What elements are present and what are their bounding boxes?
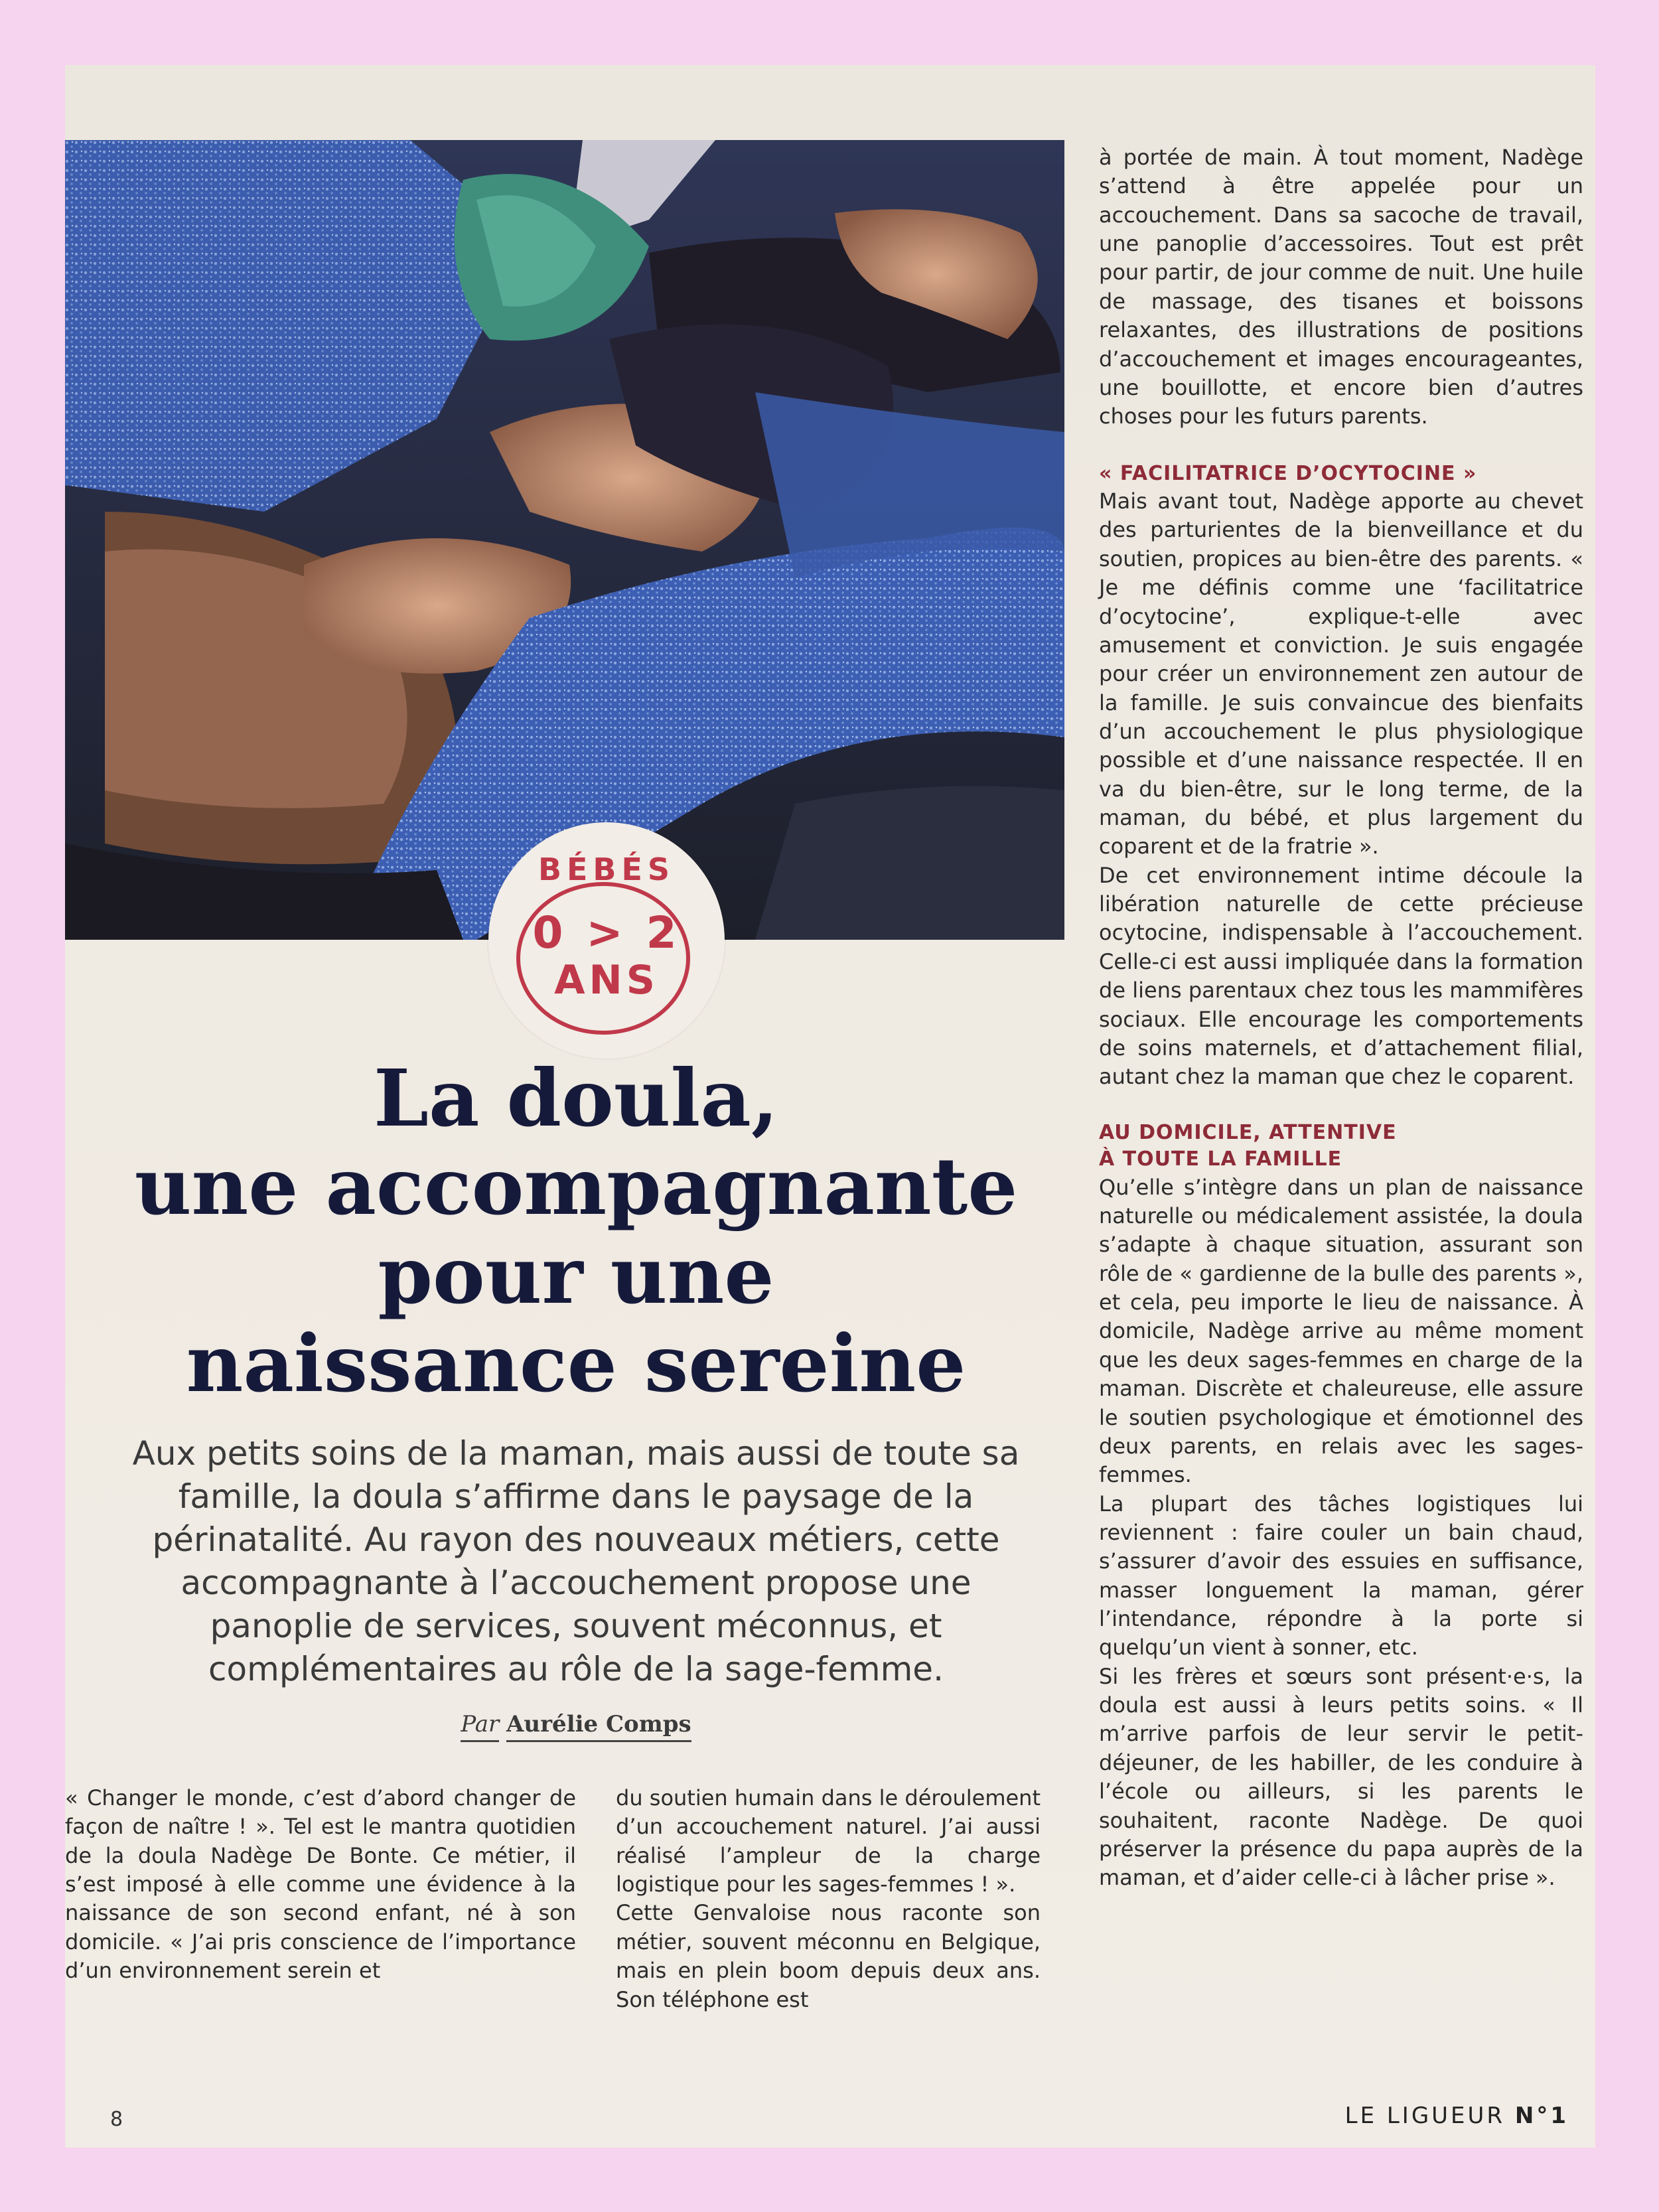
headline-line: naissance sereine — [186, 1317, 966, 1410]
section-heading — [1099, 1120, 1583, 1173]
badge-unit: ANS — [554, 957, 659, 1003]
paragraph: du soutien humain dans le déroulement d’un accouchement naturel. J’ai aussi réalisé l’ampleur de la charge logistique pour les sages-femmes ! ». — [616, 1785, 1041, 1897]
byline-prefix: Par — [461, 1711, 499, 1742]
paragraph: à portée de main. À tout moment, Nadège s’attend à être appelée pour un accouchement. Dans sa sacoche de travail, une panoplie d’accessoires. Tout est prêt pour partir, de jour comme de nuit. Une huile de massage, des tisanes et boissons relaxantes, des illustrations de positions d’accouchement et images encourageantes, une bouillotte, et encore bien d’autres choses pour les futurs parents. — [1099, 145, 1583, 429]
column-3 — [1099, 143, 1583, 1893]
section-heading-line: À TOUTE LA FAMILLE — [1099, 1147, 1342, 1171]
paragraph: Si les frères et sœurs sont présent·e·s, la doula est aussi à leurs petits soins. « Il m’arrive parfois de leur servir le petit-déjeuner, de les habiller, de les conduire à l’école ou ailleurs, si les parents le souhaitent, raconte Nadège. De quoi préserver la présence du papa auprès de la maman, et d’aider celle-ci à lâcher prise ». — [1099, 1663, 1583, 1891]
badge-label: BÉBÉS — [538, 851, 676, 887]
magazine-name: LE LIGUEUR — [1344, 2102, 1506, 2129]
byline — [65, 1711, 1087, 1737]
age-badge — [488, 822, 725, 1059]
birth-photo — [65, 140, 1064, 940]
column-2 — [616, 1784, 1041, 2014]
photo-illustration — [65, 140, 1064, 940]
paragraph: « Changer le monde, c’est d’abord changer de façon de naître ! ». Tel est le mantra quotidien de la doula Nadège De Bonte. Ce métier, il s’est imposé à elle comme une évidence à la naissance de son second enfant, né à son domicile. « J’ai pris conscience de l’importance d’un environnement serein et — [65, 1785, 576, 1984]
page-number: 8 — [110, 2108, 123, 2131]
headline-line: une accompagnante — [134, 1140, 1018, 1233]
paragraph: Cette Genvaloise nous raconte son métier, souvent méconnu en Belgique, mais en plein boom depuis deux ans. Son téléphone est — [616, 1900, 1041, 2012]
magazine-footer — [1345, 2102, 1569, 2129]
magazine-page — [65, 65, 1595, 2148]
issue-number: N°1 — [1514, 2102, 1569, 2129]
section-heading: « FACILITATRICE D’OCYTOCINE » — [1099, 461, 1477, 485]
article-lead: Aux petits soins de la maman, mais aussi de toute sa famille, la doula s’affirme dans le paysage de la périnatalité. Au rayon des nouveaux métiers, cette accompagnante à l’accouchement propose une panoplie de services, souvent méconnus, et complémentaires au rôle de la sage-femme. — [132, 1434, 1020, 1688]
section-heading-line: AU DOMICILE, ATTENTIVE — [1099, 1120, 1397, 1144]
paragraph: De cet environnement intime découle la libération naturelle de cette précieuse ocytocine, indispensable à l’accouchement. Celle-ci est aussi impliquée dans la formation de liens parentaux chez tous les mammifères sociaux. Elle encourage les comportements de soins maternels, et d’attachement filial, autant chez la maman que chez le coparent. — [1099, 862, 1583, 1090]
column-1 — [65, 1784, 576, 1986]
paragraph: Mais avant tout, Nadège apporte au chevet des parturientes de la bienveillance et du soutien, propices au bien-être des parents. « Je me définis comme une ‘facilitatrice d’ocytocine’, explique-t-elle avec amusement et conviction. Je suis engagée pour créer un environnement zen autour de la famille. Je suis convaincue des bienfaits d’un accouchement le plus physiologique possible et d’une naissance respectée. Il en va du bien-être, sur le long terme, de la maman, du bébé, et plus largement du coparent et de la fratrie ». — [1099, 488, 1583, 859]
paragraph: Qu’elle s’intègre dans un plan de naissance naturelle ou médicalement assistée, la doula s’adapte à chaque situation, assurant son rôle de « gardienne de la bulle des parents », et cela, peu importe le lieu de naissance. À domicile, Nadège arrive au même moment que les deux sages-femmes en charge de la maman. Discrète et chaleureuse, elle assure le soutien psychologique et émotionnel des deux parents, en relais avec les sages-femmes. — [1099, 1174, 1583, 1488]
paragraph: La plupart des tâches logistiques lui reviennent : faire couler un bain chaud, s’assurer d’avoir des essuies en suffisance, masser longuement la maman, gérer l’intendance, répondre à la porte si quelqu’un vient à sonner, etc. — [1099, 1491, 1583, 1660]
headline-line: La doula, — [374, 1052, 778, 1144]
author-name: Aurélie Comps — [506, 1711, 691, 1742]
article-headline — [105, 1054, 1047, 1408]
badge-age-range: 0 > 2 — [532, 907, 681, 958]
headline-line: pour une — [378, 1228, 774, 1321]
